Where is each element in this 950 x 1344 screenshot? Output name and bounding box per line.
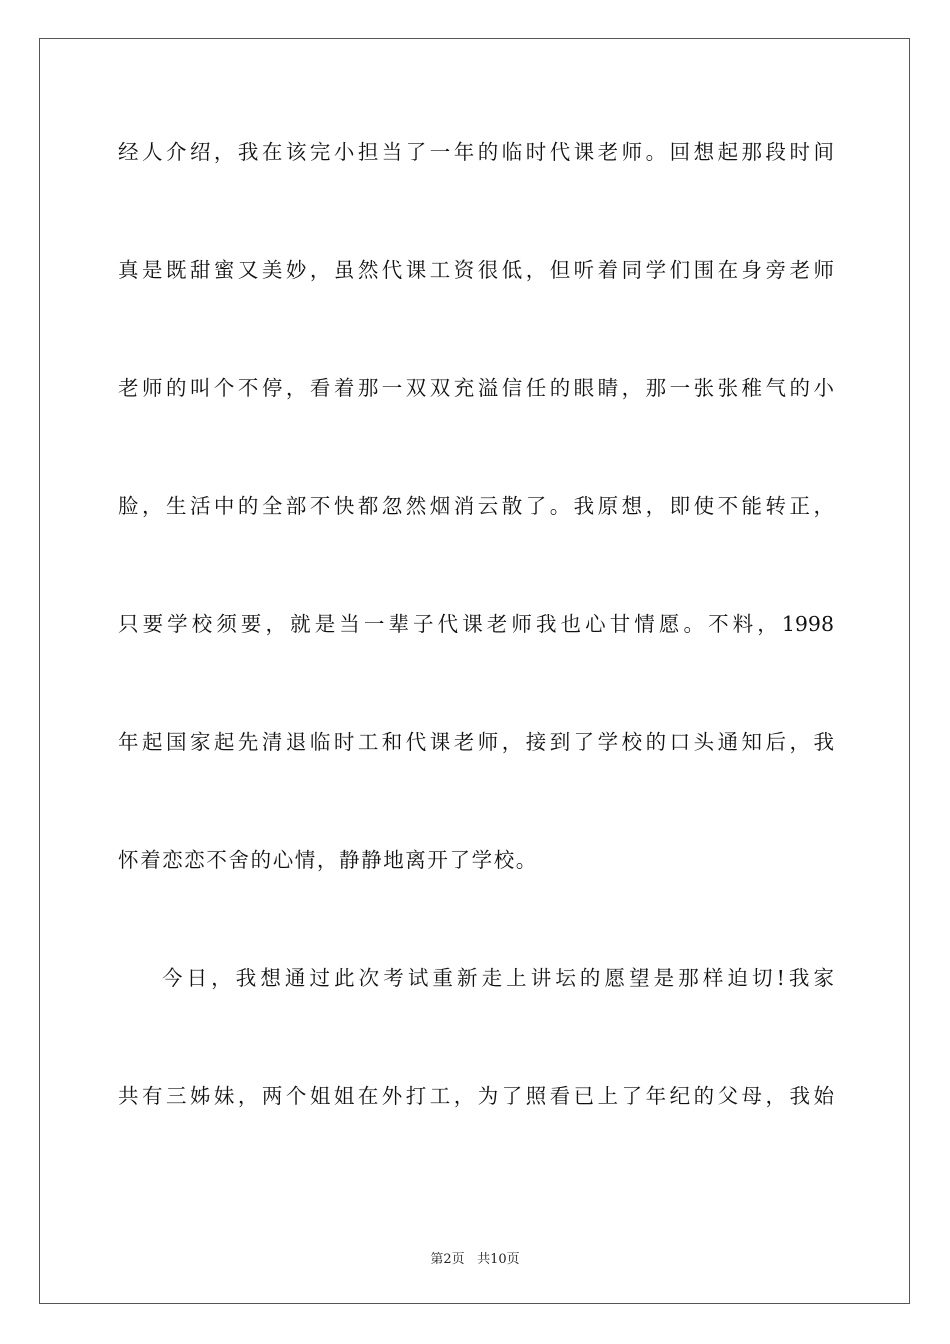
document-body [118, 125, 834, 1187]
text-line-1: 经人介绍，我在该完小担当了一年的临时代课老师。回想起那段时间 [118, 140, 834, 164]
text-line-7: 怀着恋恋不舍的心情，静静地离开了学校。 [118, 848, 538, 872]
text-line-6: 年起国家起先清退临时工和代课老师，接到了学校的口头通知后，我 [118, 730, 834, 754]
page-footer [0, 1248, 950, 1267]
text-line-4: 脸，生活中的全部不快都忽然烟消云散了。我原想，即使不能转正， [118, 494, 834, 518]
text-line-2: 真是既甜蜜又美妙，虽然代课工资很低，但听着同学们围在身旁老师 [118, 258, 834, 282]
page-number: 第2页 [430, 1252, 465, 1267]
text-line-8: 今日，我想通过此次考试重新走上讲坛的愿望是那样迫切!我家 [162, 966, 834, 990]
page-total: 共10页 [477, 1252, 520, 1267]
text-line-9: 共有三姊妹，两个姐姐在外打工，为了照看已上了年纪的父母，我始 [118, 1084, 834, 1108]
text-line-5: 只要学校须要，就是当一辈子代课老师我也心甘情愿。不料，1998 [118, 612, 834, 636]
text-line-3: 老师的叫个不停，看着那一双双充溢信任的眼睛，那一张张稚气的小 [118, 376, 834, 400]
